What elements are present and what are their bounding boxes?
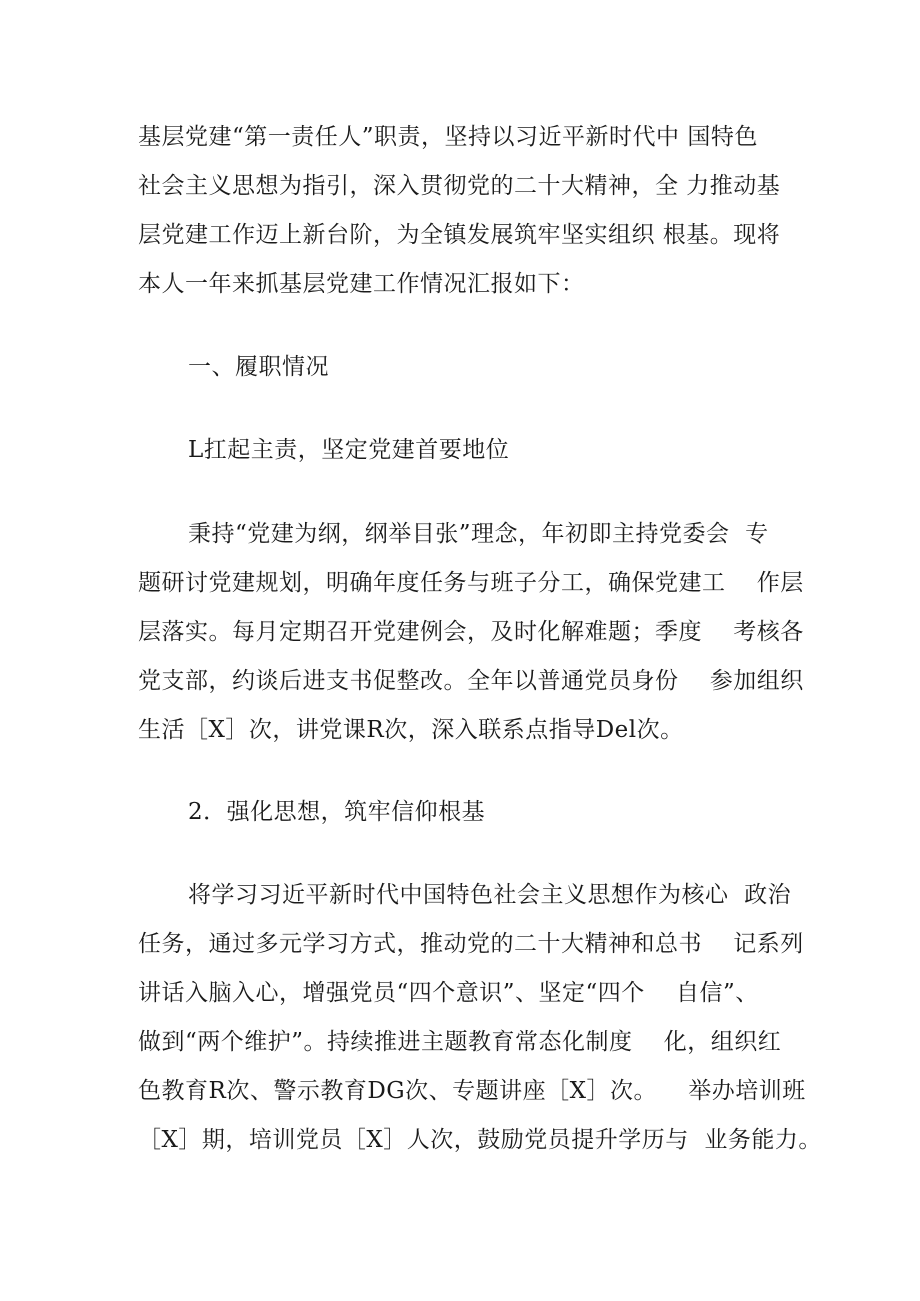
text-line: 做到“两个维护”。持续推进主题教育常态化制度 化，组织红 [138, 1029, 782, 1055]
text-line: 社会主义思想为指引，深入贯彻党的二十大精神，全 力推动基 [138, 173, 781, 199]
text-line: 秉持“党建为纲，纲举目张”理念，年初即主持党委会 专 [188, 521, 769, 547]
text-line: 题研讨党建规划，明确年度任务与班子分工，确保党建工 作层 [138, 570, 804, 596]
text-line: 基层党建“第一责任人”职责，坚持以习近平新时代中 国特色 [138, 124, 758, 150]
text-line: ［X］期，培训党员［X］人次，鼓励党员提升学历与 业务能力。 [138, 1127, 822, 1153]
section-heading: 一、履职情况 [188, 354, 329, 380]
subsection-heading: 2．强化思想，筑牢信仰根基 [188, 799, 486, 825]
text-line: 讲话入脑入心，增强党员“四个意识”、坚定“四个 自信”、 [138, 980, 759, 1006]
text-line: 本人一年来抓基层党建工作情况汇报如下： [138, 271, 585, 297]
text-line: 层党建工作迈上新台阶，为全镇发展筑牢坚实组织 根基。现将 [138, 222, 781, 248]
text-line: 色教育R次、警示教育DG次、专题讲座［X］次。 举办培训班 [138, 1078, 806, 1104]
text-line: 生活［X］次，讲党课R次，深入联系点指导Del次。 [138, 717, 684, 743]
text-line: 层落实。每月定期召开党建例会，及时化解难题；季度 考核各 [138, 619, 804, 645]
subsection-heading: L扛起主责，坚定党建首要地位 [188, 437, 510, 463]
text-line: 将学习习近平新时代中国特色社会主义思想作为核心 政治 [188, 882, 792, 908]
text-line: 任务，通过多元学习方式，推动党的二十大精神和总书 记系列 [138, 931, 804, 957]
text-line: 党支部，约谈后进支书促整改。全年以普通党员身份 参加组织 [138, 668, 804, 694]
